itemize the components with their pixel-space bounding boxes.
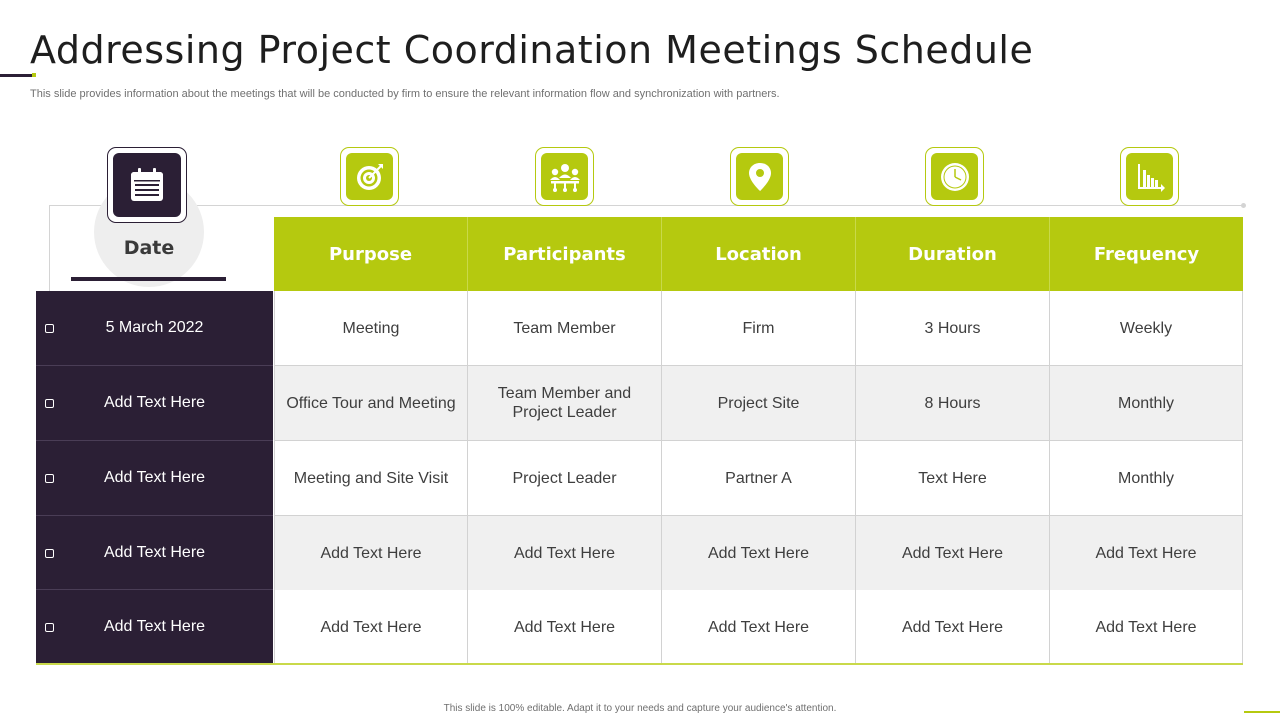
date-cell: Add Text Here <box>103 618 206 635</box>
table-cell-location: Project Site <box>662 366 856 441</box>
column-header-duration: Duration <box>856 217 1050 291</box>
table-cell-duration: 3 Hours <box>856 291 1050 366</box>
date-column-header: Date <box>123 237 175 259</box>
table-cell-participants: Team Member and Project Leader <box>468 366 662 441</box>
calendar-icon <box>127 165 167 205</box>
row-marker <box>45 399 54 408</box>
date-cell: Add Text Here <box>103 469 206 486</box>
table-cell-purpose: Add Text Here <box>274 590 468 665</box>
table-cell-purpose: Office Tour and Meeting <box>274 366 468 441</box>
date-cell: Add Text Here <box>103 394 206 411</box>
table-cell-purpose: Meeting <box>274 291 468 366</box>
table-cell-duration: Add Text Here <box>856 516 1050 591</box>
table-cell-location: Add Text Here <box>662 516 856 591</box>
page-title: Addressing Project Coordination Meetings Schedule <box>30 28 1034 72</box>
location-pin-icon <box>745 161 775 193</box>
table-cell-duration: Add Text Here <box>856 590 1050 665</box>
clock-icon <box>939 161 971 193</box>
frame-line-top <box>50 205 1243 206</box>
table-cell-participants: Add Text Here <box>468 590 662 665</box>
table-cell-purpose: Add Text Here <box>274 516 468 591</box>
table-cell-participants: Team Member <box>468 291 662 366</box>
purpose-icon-frame <box>340 147 399 206</box>
footer-accent-bar <box>1244 711 1280 713</box>
title-accent-dot <box>32 73 36 77</box>
date-header-underline <box>71 277 226 281</box>
column-header-location: Location <box>662 217 856 291</box>
column-header-frequency: Frequency <box>1050 217 1243 291</box>
row-marker <box>45 474 54 483</box>
team-icon <box>548 161 582 193</box>
target-icon <box>354 161 386 193</box>
column-header-participants: Participants <box>468 217 662 291</box>
table-cell-frequency: Weekly <box>1050 291 1243 366</box>
frequency-icon-frame <box>1120 147 1179 206</box>
table-bottom-rule <box>36 663 1243 665</box>
footer-note: This slide is 100% editable. Adapt it to your needs and capture your audience's attention. <box>443 703 837 714</box>
table-cell-frequency: Monthly <box>1050 366 1243 441</box>
frame-line-dot <box>1241 203 1246 208</box>
row-marker <box>45 623 54 632</box>
row-marker <box>45 549 54 558</box>
location-icon-frame <box>730 147 789 206</box>
table-cell-frequency: Add Text Here <box>1050 516 1243 591</box>
date-cell: 5 March 2022 <box>105 319 204 336</box>
table-cell-participants: Add Text Here <box>468 516 662 591</box>
table-cell-participants: Project Leader <box>468 441 662 516</box>
title-accent-bar <box>0 74 32 77</box>
table-cell-duration: Text Here <box>856 441 1050 516</box>
page-subtitle: This slide provides information about the meetings that will be conducted by firm to ensure the relevant information flow and synchronization with partners. <box>30 88 780 100</box>
duration-icon-frame <box>925 147 984 206</box>
column-header-purpose: Purpose <box>274 217 468 291</box>
table-cell-purpose: Meeting and Site Visit <box>274 441 468 516</box>
participants-icon-frame <box>535 147 594 206</box>
date-icon-frame <box>107 147 187 223</box>
row-marker <box>45 324 54 333</box>
date-cell: Add Text Here <box>103 544 206 561</box>
table-cell-frequency: Add Text Here <box>1050 590 1243 665</box>
table-cell-location: Add Text Here <box>662 590 856 665</box>
bar-chart-icon <box>1134 161 1166 193</box>
table-cell-frequency: Monthly <box>1050 441 1243 516</box>
table-cell-duration: 8 Hours <box>856 366 1050 441</box>
table-cell-location: Partner A <box>662 441 856 516</box>
table-cell-location: Firm <box>662 291 856 366</box>
